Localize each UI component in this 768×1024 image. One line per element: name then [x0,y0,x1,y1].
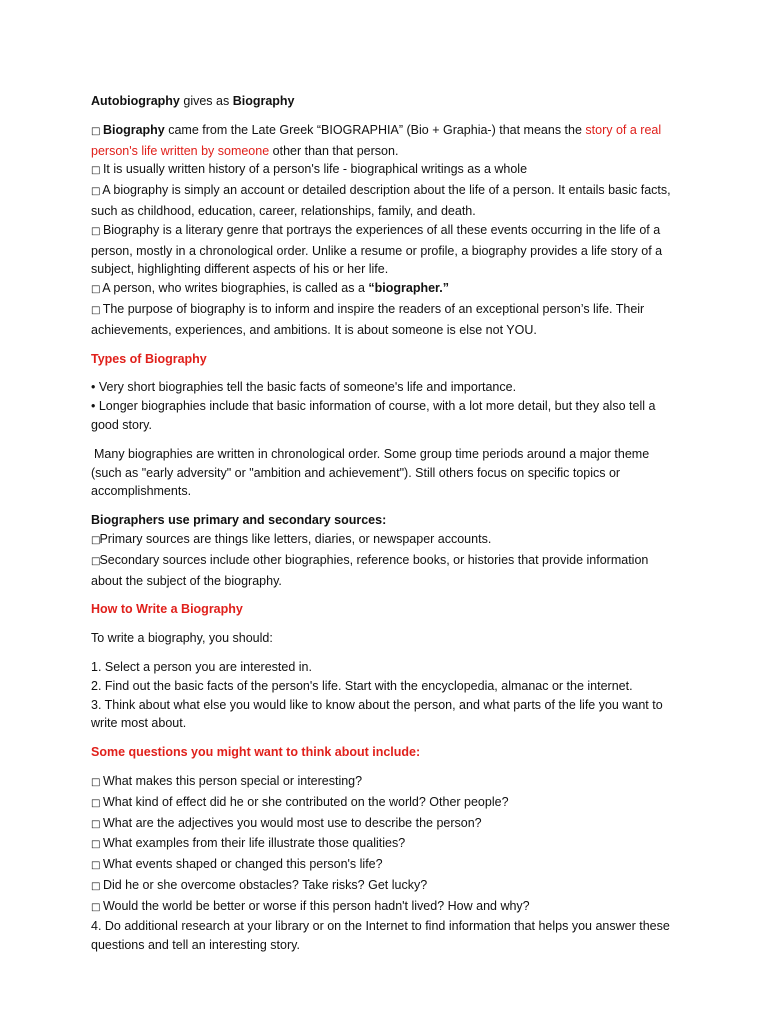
question-item [91,897,672,918]
howto-step-2: 2. Find out the basic facts of the person's life. Start with the encyclopedia, almanac or the internet. [91,678,633,693]
intro-bullet-1-bold: Biography [102,122,165,137]
sources-primary [91,530,672,551]
intro-bullet-5-text: A person, who writes biographies, is called as a [102,281,369,296]
placeholder-glyph-icon: □ [91,225,100,237]
placeholder-glyph-icon: □ [91,839,100,851]
questions-list [91,772,672,955]
types-paragraph: Many biographies are written in chronological order. Some group time periods around a major theme (such as "early adversity" or "ambition and achievement"). Still others focus on specific topics or accomplishments. [91,446,650,499]
intro-bullet-1-text1: came from the Late Greek “BIOGRAPHIA” (Bio + Graphia-) that means the [164,122,586,137]
question-item [91,834,672,855]
sources-primary-text: Primary sources are things like letters, diaries, or newspaper accounts. [99,531,492,546]
types-bullets [91,378,672,434]
sources-secondary [91,551,672,591]
placeholder-glyph-icon: □ [91,534,100,546]
types-heading: Types of Biography [91,351,207,366]
question-text: What kind of effect did he or she contributed on the world? Other people? [102,794,509,809]
intro-bullet-4-text: Biography is a literary genre that portrays the experiences of all these events occurring in the life of a person, mostly in a chronological order. Unlike a resume or profile, a biography provides a life story of a subject, highlighting different aspects of his or her life. [91,222,663,277]
intro-bullet-3-text: A biography is simply an account or detailed description about the life of a person. It entails basic facts, such as childhood, education, career, relationships, family, and death. [91,183,671,218]
placeholder-glyph-icon: □ [91,304,100,316]
placeholder-glyph-icon: □ [91,555,100,567]
placeholder-glyph-icon: □ [91,818,100,830]
howto-step-3: 3. Think about what else you would like to know about the person, and what parts of the life you want to write most about. [91,697,663,731]
sources-heading: Biographers use primary and secondary sources: [91,513,387,528]
howto-heading: How to Write a Biography [91,602,243,617]
intro-bullet-6-text: The purpose of biography is to inform and inspire the readers of an exceptional person’s life. Their achievements, experiences, and ambitions. It is about someone is else not YOU. [91,301,645,337]
intro-bullets [91,121,672,340]
question-text: What are the adjectives you would most use to describe the person? [102,815,482,830]
question-text: Did he or she overcome obstacles? Take risks? Get lucky? [102,877,428,892]
question-text: What events shaped or changed this person's life? [102,857,383,872]
howto-steps [91,658,672,733]
placeholder-glyph-icon: □ [91,880,100,892]
sources-secondary-text: Secondary sources include other biographies, reference books, or histories that provide information about the subject of the biography. [91,552,649,588]
question-text: What makes this person special or interesting? [102,773,363,788]
title-autobiography: Autobiography [91,94,180,108]
intro-bullet-1-red: story of a real person's life written by someone [91,122,662,158]
howto-step-1: 1. Select a person you are interested in. [91,659,312,674]
question-item [91,772,672,793]
title-biography: Biography [232,94,295,108]
intro-bullet-5 [91,279,672,300]
placeholder-glyph-icon: □ [91,797,100,809]
placeholder-glyph-icon: □ [91,165,100,177]
question-item [91,855,672,876]
question-text: What examples from their life illustrate those qualities? [102,836,406,851]
placeholder-glyph-icon: □ [91,284,100,296]
question-text: Would the world be better or worse if this person hadn't lived? How and why? [102,898,530,913]
howto-step-4: 4. Do additional research at your library or on the Internet to find information that helps you answer these questions and tell an interesting story. [91,919,670,953]
question-item [91,876,672,897]
title-connector: gives as [179,94,233,108]
intro-bullet-3 [91,181,672,221]
questions-heading: Some questions you might want to think about include: [91,745,421,760]
intro-bullet-2 [91,160,672,181]
question-item [91,793,672,814]
types-bullet-2: • Longer biographies include that basic information of course, with a lot more detail, but they also tell a good story. [91,399,656,432]
types-bullet-1: • Very short biographies tell the basic facts of someone's life and importance. [91,380,517,395]
document-title [91,92,672,111]
intro-bullet-5-bold: “biographer.” [368,281,449,296]
placeholder-glyph-icon: □ [91,186,100,198]
placeholder-glyph-icon: □ [91,901,100,913]
placeholder-glyph-icon: □ [91,125,100,137]
placeholder-glyph-icon: □ [91,860,100,872]
intro-bullet-4 [91,221,672,279]
intro-bullet-1-text2: other than that person. [269,143,399,158]
question-item [91,814,672,835]
howto-intro: To write a biography, you should: [91,631,273,646]
intro-bullet-6 [91,300,672,340]
placeholder-glyph-icon: □ [91,776,100,788]
intro-bullet-1 [91,121,672,161]
intro-bullet-2-text: It is usually written history of a person's life - biographical writings as a whole [102,162,528,177]
